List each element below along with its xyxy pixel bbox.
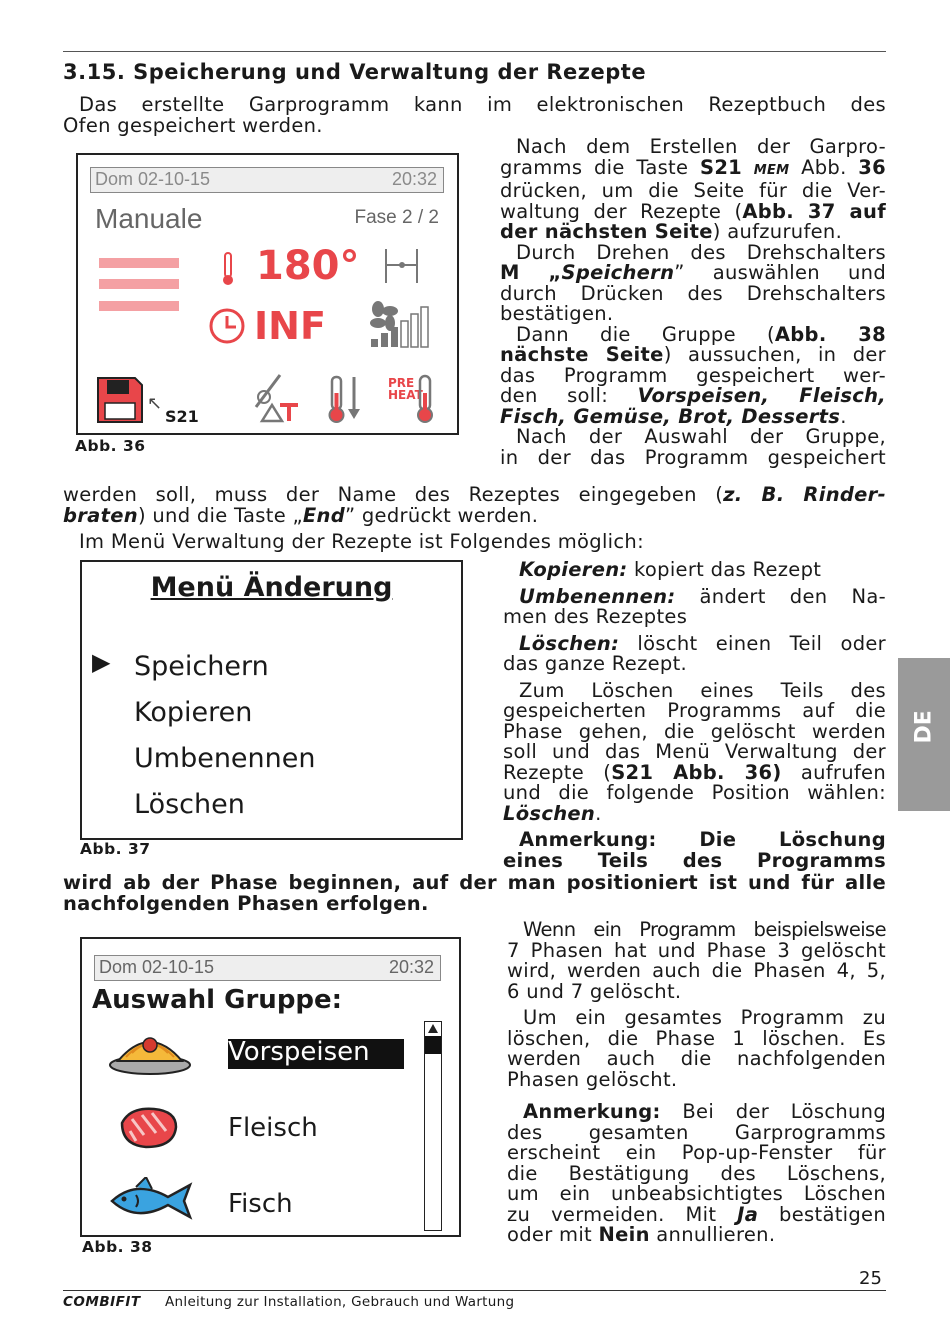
col1-text: Nach dem Erstellen der Garpro- gramms die Taste S21 MEM Abb. 36 drücken, um die Seite für die Ver- waltung der Rezepte (Abb. 37 auf der nächsten Seite) aufzurufen. Durch Drehen des Drehschalters M „Speichern” auswählen und durch Drücken des Drehschalters bestätigen. Dann die Gruppe (Abb. 38 nächste Seite) aussuchen, in der das Programm gespeichert wer- den soll: Vorspeisen, Fleisch, Fisch, Gemüse, Brot, Desserts. Nach der Auswahl der Gruppe, in der das Programm gespeichert [500, 135, 887, 469]
scrollbar[interactable] [424, 1021, 442, 1231]
figure-37-screen [80, 560, 463, 840]
menu-item-speichern[interactable]: Speichern [134, 651, 269, 682]
group-item-fleisch[interactable]: Fleisch [228, 1113, 318, 1143]
figure-37-caption: Abb. 37 [80, 840, 151, 858]
section-heading: 3.15. Speicherung und Verwaltung der Rezepte [63, 60, 647, 84]
humidity-bars-icon [99, 258, 179, 314]
figure-36-caption: Abb. 36 [75, 437, 146, 455]
clock-icon [208, 307, 246, 345]
menu-title: Menü Änderung [150, 572, 393, 603]
selection-arrow-icon: ▶ [92, 648, 111, 676]
status-bar [90, 167, 444, 193]
scroll-up-icon[interactable] [428, 1024, 438, 1033]
preheat-label: PRE HEAT [388, 376, 423, 402]
phase-label: Fase 2 / 2 [354, 207, 439, 228]
footer-brand: COMBIFIT [63, 1294, 141, 1310]
figure-38-caption: Abb. 38 [82, 1238, 153, 1256]
thermometer-icon [219, 251, 237, 287]
s21-key-label: S21 [165, 407, 199, 426]
pointer-arrow-icon: ↖ [147, 393, 163, 414]
fan-speed-icon [368, 301, 438, 349]
menu-item-loeschen[interactable]: Löschen [134, 789, 245, 820]
temperature-value: 180° [256, 243, 360, 289]
time-label: 20:32 [391, 169, 437, 189]
core-temperature-icon [324, 373, 364, 425]
full-text-1: werden soll, muss der Name des Rezeptes eingegeben (z. B. Rinder- braten) und die Taste „End” gedrückt werden. Im Menü Verwaltung der Rezepte ist Folgendes möglich: [63, 483, 886, 553]
col3-text: Wenn ein Programm beispielsweise 7 Phasen hat und Phase 3 gelöscht wird, werden auch die Phasen 4, 5, 6 und 7 gelöscht. Um ein gesamtes Programm zu löschen, die Phase 1 löschen. Es werden auch die nachfolgenden Phasen gelöscht. Anmerkung: Bei der Löschung des gesamten Garprogramms erscheint ein Pop-up-Fenster für die Bestätigung des Löschens, um ein unbeabsichtigtes Löschen zu vermeiden. Mit Ja bestätigen oder mit Nein annullieren. [507, 918, 886, 1246]
meat-icon [116, 1105, 180, 1151]
intro-line1: Das erstellte Garprogramm kann im elektronischen Rezeptbuch des [79, 93, 886, 116]
mode-label: Manuale [95, 203, 203, 234]
menu-item-umbenennen[interactable]: Umbenennen [134, 743, 316, 774]
figure-36-screen [76, 153, 459, 435]
pasta-icon [108, 1027, 192, 1077]
time-label: 20:32 [388, 957, 434, 977]
menu-list [134, 644, 316, 828]
menu-item-kopieren[interactable]: Kopieren [134, 697, 253, 728]
group-title: Auswahl Gruppe: [92, 985, 343, 1015]
col2-text: Kopieren: kopiert das Rezept Umbenennen: ändert den Na- men des Rezeptes Löschen: löscht einen Teil oder das ganze Rezept. Zum Löschen eines Teils des gespeicherten Programms auf die Phase gehen, die gelöscht werden soll und das Menü Verwaltung der Rezepte (S21 Abb. 36) aufrufen und die folgende Position wählen: Löschen. Anmerkung: Die Löschung eines Teils des Programms [503, 558, 886, 872]
duration-value: INF [254, 304, 326, 348]
status-bar [94, 955, 441, 981]
top-rule [63, 51, 886, 52]
fish-icon [106, 1177, 194, 1225]
group-item-fisch[interactable]: Fisch [228, 1189, 293, 1219]
save-floppy-icon[interactable] [95, 375, 145, 425]
full-text-2: wird ab der Phase beginnen, auf der man positioniert ist und für alle nachfolgenden Phasen erfolgen. [63, 871, 886, 915]
intro-line2: Ofen gespeichert werden. [63, 114, 323, 137]
phase-marker-icon [383, 247, 421, 285]
footer-rule [63, 1290, 886, 1291]
scroll-thumb[interactable] [425, 1036, 441, 1054]
date-label: Dom 02-10-15 [99, 957, 215, 977]
footer-text: Anleitung zur Installation, Gebrauch und Wartung [165, 1294, 515, 1310]
figure-38-screen [80, 937, 461, 1237]
language-tab: DE [898, 658, 950, 811]
group-item-vorspeisen[interactable]: Vorspeisen [228, 1037, 370, 1067]
preheat-thermometer-icon [414, 373, 436, 425]
page-number: 25 [859, 1268, 882, 1289]
probe-delta-t-icon [250, 371, 300, 423]
date-label: Dom 02-10-15 [95, 169, 211, 189]
